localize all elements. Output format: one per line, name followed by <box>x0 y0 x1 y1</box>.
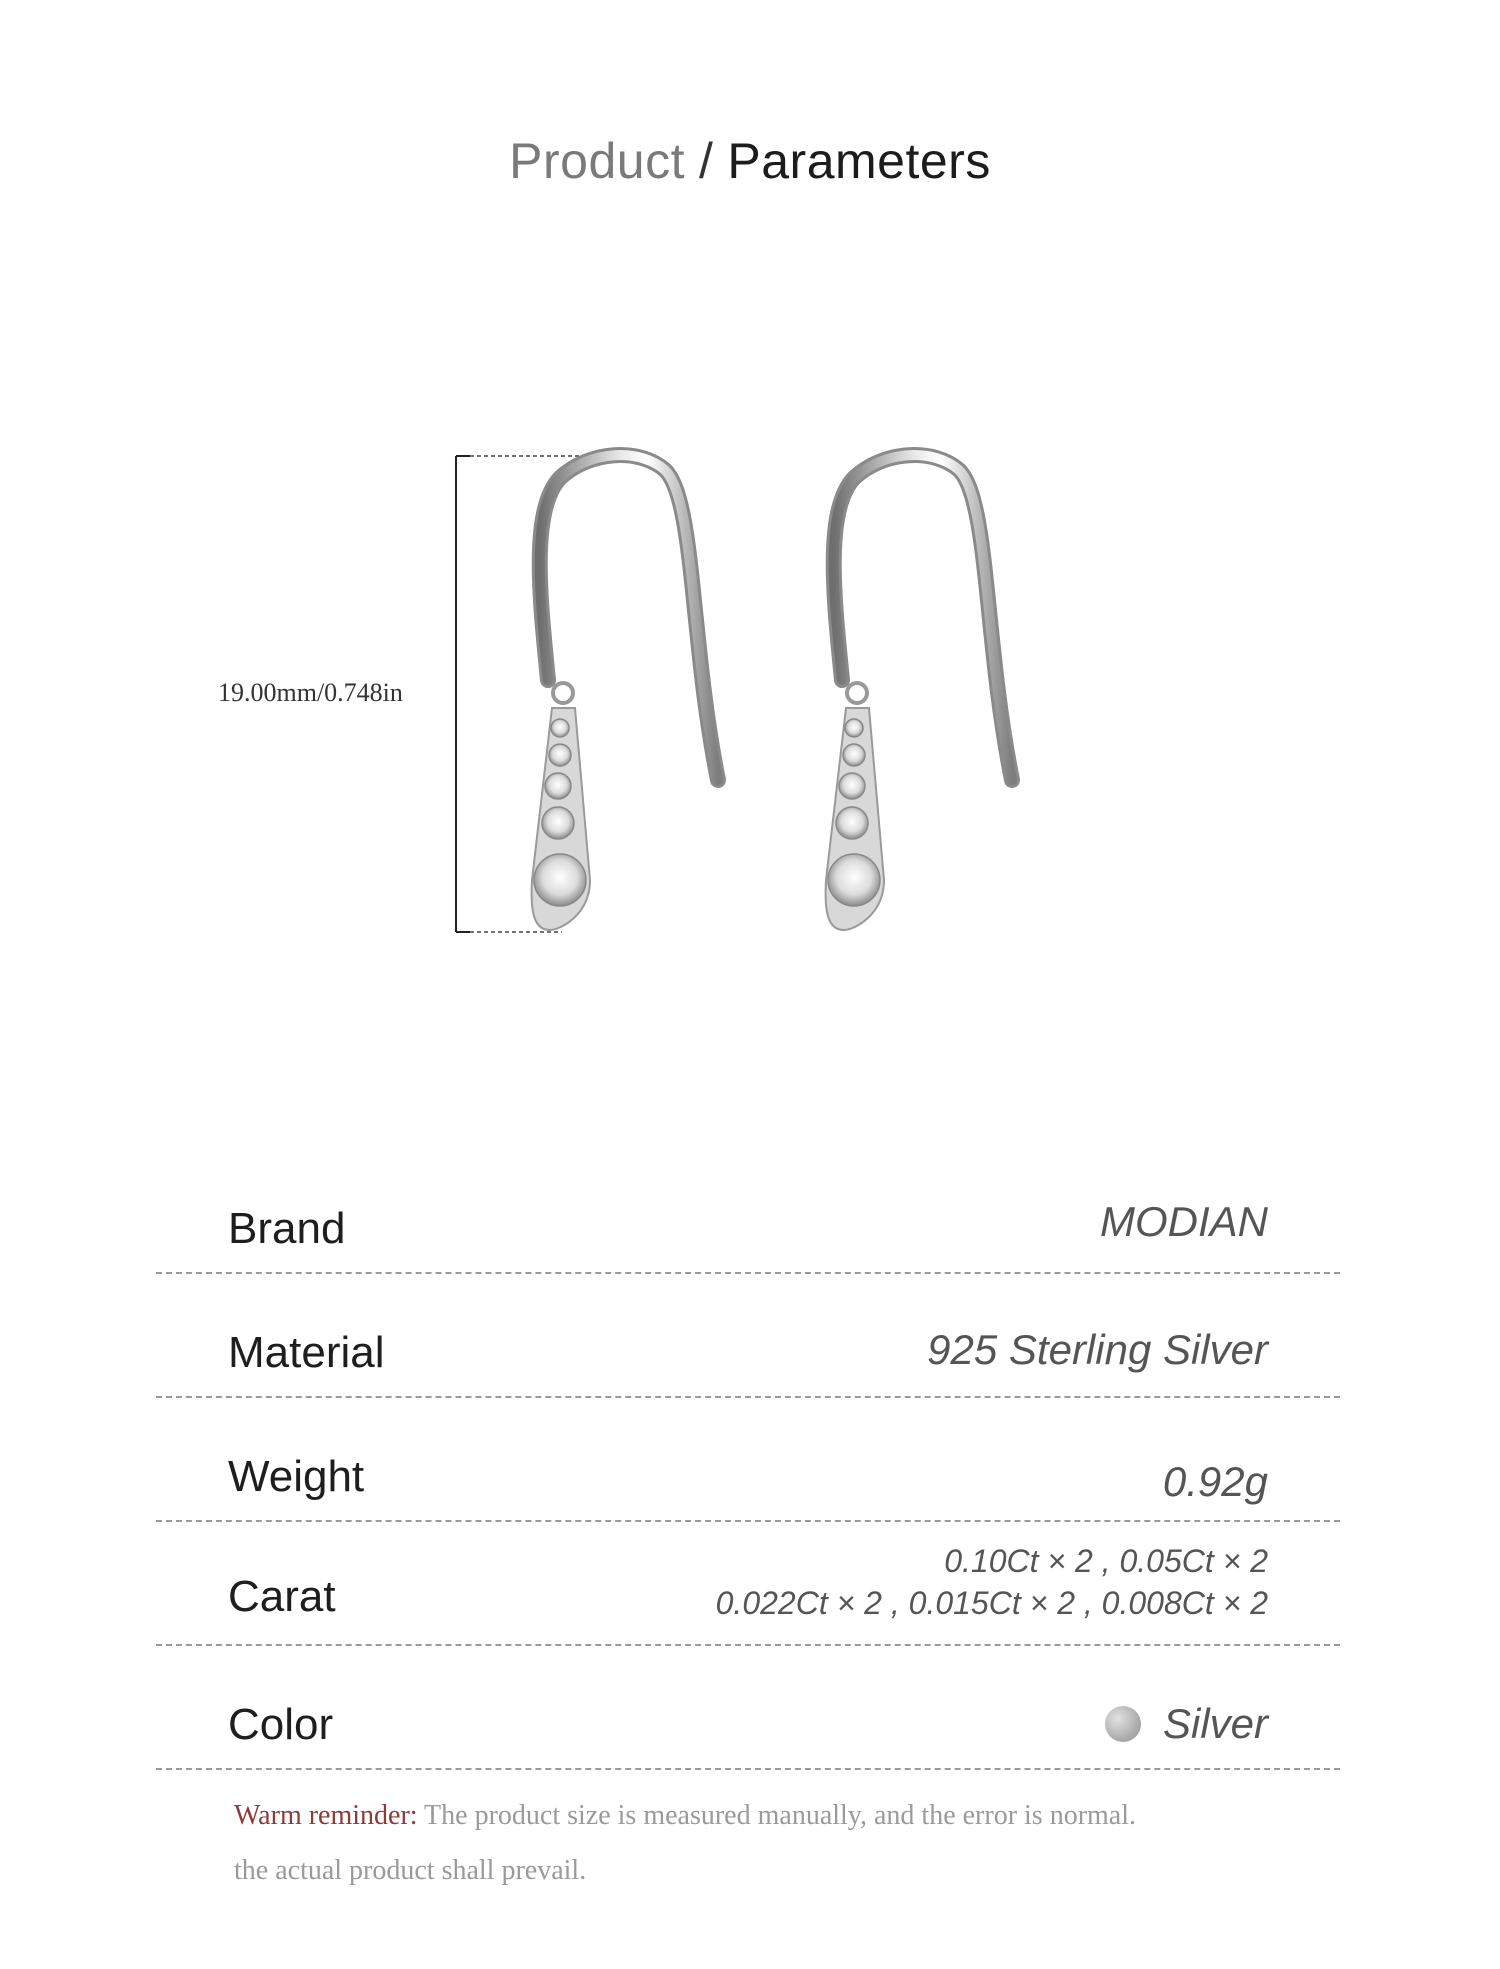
param-value-carat <box>716 1540 1268 1624</box>
reminder-prefix: Warm reminder: <box>234 1800 418 1831</box>
color-value: Silver <box>1162 1700 1268 1747</box>
parameters-table <box>156 1150 1340 1770</box>
param-label: Weight <box>228 1452 365 1501</box>
reminder-line-2: the actual product shall prevail. <box>234 1855 587 1886</box>
param-row-weight <box>156 1398 1340 1522</box>
param-row-color <box>156 1646 1340 1770</box>
title-parameters: Parameters <box>727 133 991 189</box>
color-swatch-icon <box>1105 1706 1141 1742</box>
dimension-label: 19.00mm/0.748in <box>218 678 403 707</box>
param-row-carat <box>156 1522 1340 1646</box>
param-value: 0.92g <box>1162 1458 1268 1505</box>
warm-reminder <box>234 1788 1136 1898</box>
carat-line-1: 0.10Ct × 2 , 0.05Ct × 2 <box>944 1543 1268 1579</box>
title-separator: / <box>698 133 714 189</box>
param-value: 925 Sterling Silver <box>927 1326 1268 1373</box>
reminder-text-1: The product size is measured manually, and the error is normal. <box>417 1800 1137 1831</box>
title-product: Product <box>509 133 685 189</box>
param-row-material <box>156 1274 1340 1398</box>
carat-line-2: 0.022Ct × 2 , 0.015Ct × 2 , 0.008Ct × 2 <box>715 1585 1268 1621</box>
param-label: Carat <box>228 1572 336 1621</box>
param-row-brand <box>156 1150 1340 1274</box>
param-label: Color <box>228 1700 334 1749</box>
earring-right <box>826 455 1012 930</box>
reminder-line-1 <box>234 1788 1136 1843</box>
earring-left <box>532 455 718 930</box>
param-value-color <box>1105 1700 1268 1748</box>
param-label: Brand <box>228 1204 346 1253</box>
param-label: Material <box>228 1328 385 1377</box>
param-value: MODIAN <box>1100 1198 1268 1245</box>
